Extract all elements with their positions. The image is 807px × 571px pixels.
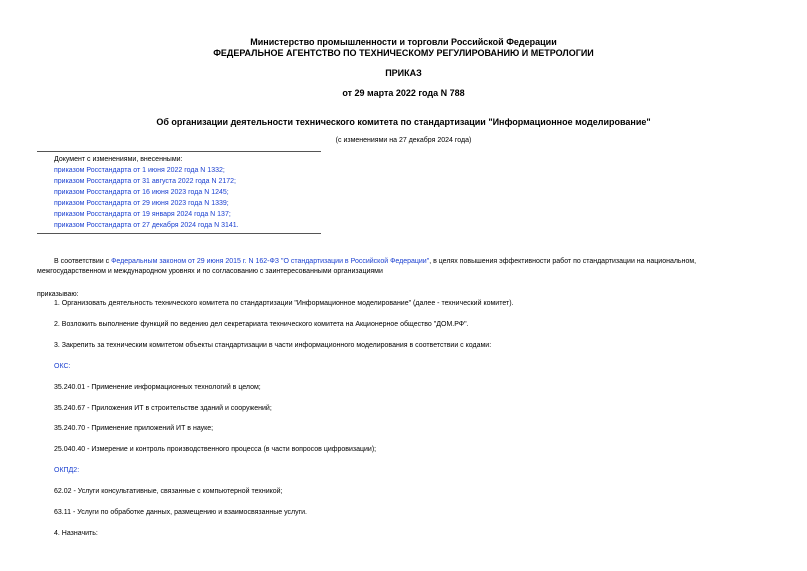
oks-item: 25.040.40 - Измерение и контроль производственного процесса (в части вопросов цифровизации); [54,446,377,453]
paragraph-1: 1. Организовать деятельность технического комитета по стандартизации "Информационное моделирование" (далее - технический комитет). [54,300,514,307]
preamble-line-1 [54,257,696,266]
oks-item: 35.240.01 - Применение информационных технологий в целом; [54,384,261,391]
change-link[interactable]: приказом Росстандарта от 27 декабря 2024 года N 3141. [54,222,239,229]
okpd-item: 62.02 - Услуги консультативные, связанные с компьютерной техникой; [54,488,283,495]
changes-top-divider [37,151,321,152]
changes-intro: Документ с изменениями, внесенными: [54,156,183,163]
agency-name: ФЕДЕРАЛЬНОЕ АГЕНТСТВО ПО ТЕХНИЧЕСКОМУ РЕГУЛИРОВАНИЮ И МЕТРОЛОГИИ [213,48,594,58]
ministry-name: Министерство промышленности и торговли Российской Федерации [250,37,557,47]
preamble-continuation: , в целях повышения эффективности работ по стандартизации на национальном, [429,258,697,265]
oks-label-link[interactable]: ОКС: [54,363,71,370]
change-link[interactable]: приказом Росстандарта от 1 июня 2022 года N 1332; [54,167,225,174]
paragraph-4: 4. Назначить: [54,530,98,537]
oks-item: 35.240.67 - Приложения ИТ в строительстве зданий и сооружений; [54,405,272,412]
preamble-line-2: межгосударственном и международном уровнях и по согласованию с заинтересованными организациями [37,268,383,275]
change-link[interactable]: приказом Росстандарта от 29 июня 2023 года N 1339; [54,200,229,207]
change-link[interactable]: приказом Росстандарта от 19 января 2024 года N 137; [54,211,231,218]
changes-bottom-divider [37,233,321,234]
paragraph-2: 2. Возложить выполнение функций по ведению дел секретариата технического комитета на Акционерное общество "ДОМ.РФ". [54,321,469,328]
document-type: ПРИКАЗ [385,68,422,78]
document-date: от 29 марта 2022 года N 788 [342,88,465,98]
amendment-note: (с изменениями на 27 декабря 2024 года) [335,137,472,144]
oks-item: 35.240.70 - Применение приложений ИТ в науке; [54,425,214,432]
change-link[interactable]: приказом Росстандарта от 16 июня 2023 года N 1245; [54,189,229,196]
okpd-label-link[interactable]: ОКПД2: [54,467,80,474]
federal-law-link[interactable]: Федеральным законом от 29 июня 2015 г. N 162-ФЗ "О стандартизации в Российской Федерации" [111,258,430,265]
okpd-item: 63.11 - Услуги по обработке данных, размещению и взаимосвязанные услуги. [54,509,307,516]
preamble-start: В соответствии с [54,258,110,265]
document-title: Об организации деятельности технического комитета по стандартизации "Информационное моделирование" [156,117,651,127]
paragraph-3: 3. Закрепить за техническим комитетом объекты стандартизации в части информационного моделирования в соответствии с кодами: [54,342,492,349]
change-link[interactable]: приказом Росстандарта от 31 августа 2022 года N 2172; [54,178,236,185]
order-word: приказываю: [37,291,79,298]
